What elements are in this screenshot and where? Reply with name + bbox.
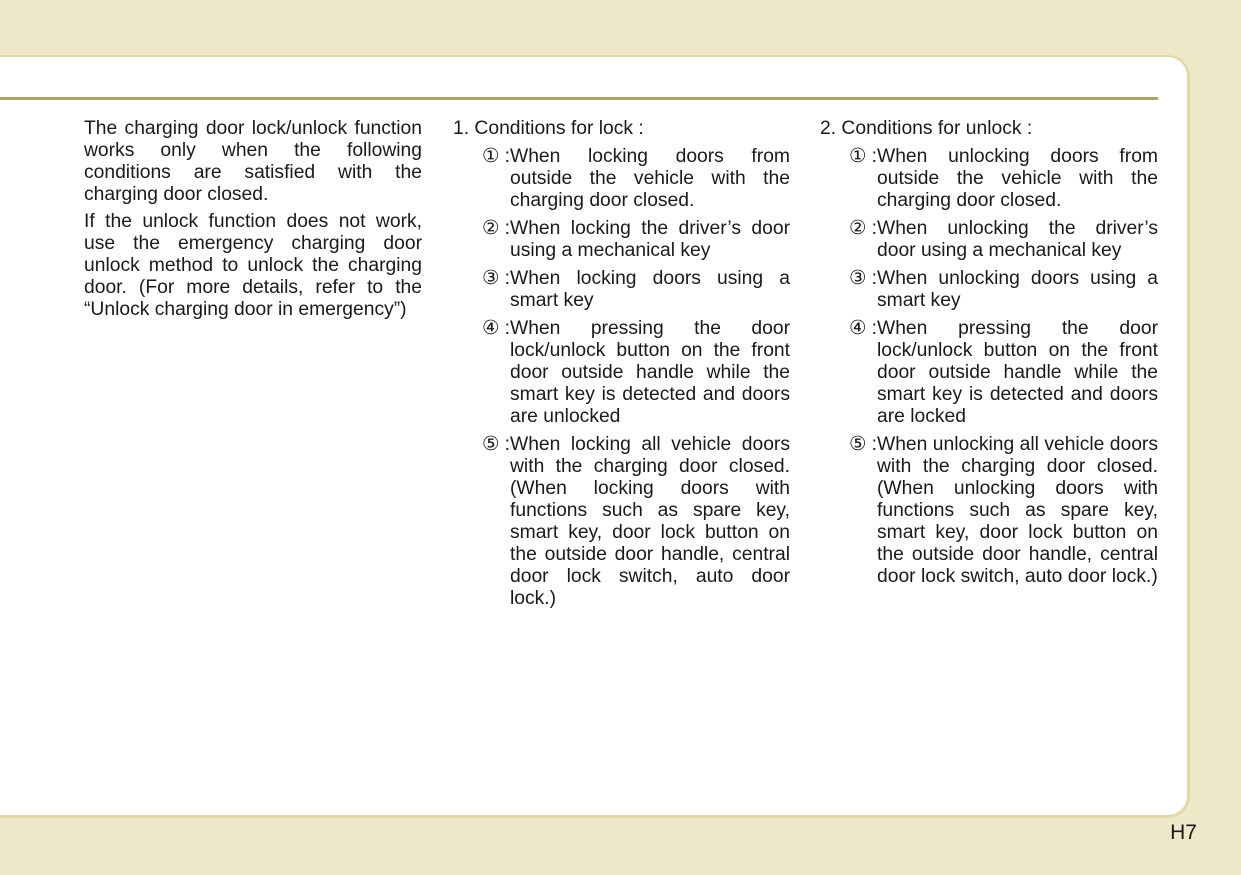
intro-paragraph-2: If the unlock function does not work, use the emergency charging door unlock method to unlock the charging door. (For more details, refer to the “Unlock charging door in emergency”)	[84, 211, 422, 320]
intro-paragraph-1: The charging door lock/unlock function works only when the following conditions are satisfied with the charging door closed.	[84, 118, 422, 205]
item-marker: ③ :	[482, 268, 510, 289]
lock-condition-item	[453, 146, 790, 212]
lock-conditions-heading: 1. Conditions for lock :	[453, 118, 644, 139]
item-text: When locking all vehicle doors with the charging door closed. (When locking doors with functions such as spare key, smart key, door lock button on the outside door handle, central door lock switch, auto door lock.)	[510, 434, 790, 609]
item-marker: ① :	[849, 146, 877, 167]
unlock-condition-item	[820, 218, 1158, 262]
intro-column	[84, 118, 422, 326]
lock-conditions-column	[453, 118, 790, 616]
unlock-condition-item	[820, 146, 1158, 212]
unlock-conditions-heading: 2. Conditions for unlock :	[820, 118, 1033, 139]
item-marker: ④ :	[482, 318, 510, 339]
item-marker: ⑤ :	[849, 434, 877, 455]
item-marker: ⑤ :	[482, 434, 510, 455]
unlock-condition-item	[820, 268, 1158, 312]
lock-condition-item	[453, 434, 790, 610]
item-text: When unlocking all vehicle doors with the charging door closed. (When unlocking doors with functions such as spare key, smart key, door lock button on the outside door handle, central door lock switch, auto door lock.)	[877, 434, 1158, 587]
lock-condition-item	[453, 218, 790, 262]
item-text: When pressing the door lock/unlock button on the front door outside handle while the smart key is detected and doors are unlocked	[510, 318, 790, 427]
item-marker: ② :	[849, 218, 877, 239]
page-number: H7	[1170, 821, 1197, 844]
lock-condition-item	[453, 318, 790, 428]
unlock-conditions-column	[820, 118, 1158, 594]
item-text: When unlocking doors from outside the vehicle with the charging door closed.	[877, 146, 1158, 211]
item-marker: ② :	[482, 218, 510, 239]
unlock-condition-item	[820, 318, 1158, 428]
lock-condition-item	[453, 268, 790, 312]
unlock-condition-item	[820, 434, 1158, 588]
item-text: When locking doors from outside the vehicle with the charging door closed.	[510, 146, 790, 211]
header-rule	[0, 97, 1158, 100]
item-text: When pressing the door lock/unlock button on the front door outside handle while the smart key is detected and doors are locked	[877, 318, 1158, 427]
item-text: When locking the driver’s door using a mechanical key	[510, 218, 790, 261]
item-text: When unlocking the driver’s door using a mechanical key	[877, 218, 1158, 261]
item-text: When locking doors using a smart key	[510, 268, 790, 311]
item-marker: ① :	[482, 146, 510, 167]
item-marker: ③ :	[849, 268, 877, 289]
item-text: When unlocking doors using a smart key	[877, 268, 1158, 311]
item-marker: ④ :	[849, 318, 877, 339]
